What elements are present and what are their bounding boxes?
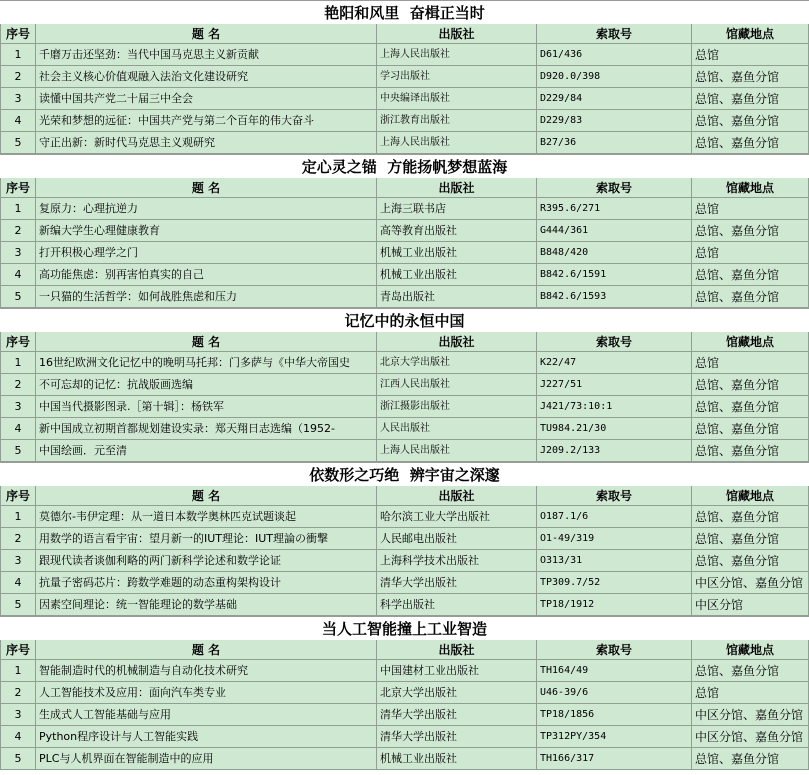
cell-call-number[interactable]: B27/36 xyxy=(537,132,692,154)
cell-title[interactable]: 16世纪欧洲文化记忆中的晚明马托邦：门多萨与《中华大帝国史 xyxy=(36,352,377,374)
cell-call-number[interactable]: TP312PY/354 xyxy=(537,726,692,748)
cell-location[interactable]: 总馆、嘉鱼分馆 xyxy=(692,132,809,154)
cell-call-number[interactable]: D229/84 xyxy=(537,88,692,110)
cell-index[interactable]: 4 xyxy=(0,418,36,440)
cell-publisher[interactable]: 科学出版社 xyxy=(377,594,537,616)
table-row[interactable] xyxy=(0,550,809,572)
table-row[interactable] xyxy=(0,132,809,154)
cell-call-number[interactable]: TP18/1912 xyxy=(537,594,692,616)
cell-title[interactable]: 一只猫的生活哲学：如何战胜焦虑和压力 xyxy=(36,286,377,308)
cell-location[interactable]: 总馆 xyxy=(692,352,809,374)
cell-title[interactable]: 不可忘却的记忆：抗战版画选编 xyxy=(36,374,377,396)
table-row[interactable] xyxy=(0,682,809,704)
header-title: 题 名 xyxy=(36,486,377,506)
header-location: 馆藏地点 xyxy=(692,640,809,660)
cell-location[interactable]: 总馆、嘉鱼分馆 xyxy=(692,374,809,396)
table-header-row xyxy=(0,24,809,44)
cell-index[interactable]: 3 xyxy=(0,550,36,572)
cell-location[interactable]: 总馆、嘉鱼分馆 xyxy=(692,660,809,682)
section-title: 当人工智能撞上工业智造 xyxy=(0,616,809,640)
cell-location[interactable]: 总馆、嘉鱼分馆 xyxy=(692,220,809,242)
cell-index[interactable]: 5 xyxy=(0,286,36,308)
header-location: 馆藏地点 xyxy=(692,486,809,506)
table-row[interactable] xyxy=(0,572,809,594)
cell-call-number[interactable]: TH164/49 xyxy=(537,660,692,682)
cell-index[interactable]: 1 xyxy=(0,352,36,374)
table-row[interactable] xyxy=(0,374,809,396)
cell-title[interactable]: 高功能焦虑：别再害怕真实的自己 xyxy=(36,264,377,286)
cell-index[interactable]: 5 xyxy=(0,748,36,770)
cell-publisher[interactable]: 浙江教育出版社 xyxy=(377,110,537,132)
cell-call-number[interactable]: R395.6/271 xyxy=(537,198,692,220)
cell-title[interactable]: 用数学的语言看宇宙：望月新一的IUT理论：IUT理論の衝撃 xyxy=(36,528,377,550)
cell-publisher[interactable]: 江西人民出版社 xyxy=(377,374,537,396)
cell-call-number[interactable]: J209.2/133 xyxy=(537,440,692,462)
cell-location[interactable]: 总馆、嘉鱼分馆 xyxy=(692,396,809,418)
cell-index[interactable]: 4 xyxy=(0,110,36,132)
cell-call-number[interactable]: B842.6/1591 xyxy=(537,264,692,286)
cell-publisher[interactable]: 机械工业出版社 xyxy=(377,748,537,770)
header-publisher: 出版社 xyxy=(377,24,537,44)
cell-location[interactable]: 总馆 xyxy=(692,682,809,704)
table-row[interactable] xyxy=(0,396,809,418)
header-call-number: 索取号 xyxy=(537,486,692,506)
cell-location[interactable]: 总馆 xyxy=(692,44,809,66)
cell-publisher[interactable]: 青岛出版社 xyxy=(377,286,537,308)
cell-call-number[interactable]: D920.0/398 xyxy=(537,66,692,88)
cell-call-number[interactable]: K22/47 xyxy=(537,352,692,374)
cell-location[interactable]: 总馆 xyxy=(692,242,809,264)
cell-publisher[interactable]: 北京大学出版社 xyxy=(377,352,537,374)
cell-call-number[interactable]: J227/51 xyxy=(537,374,692,396)
cell-publisher[interactable]: 高等教育出版社 xyxy=(377,220,537,242)
cell-location[interactable]: 总馆、嘉鱼分馆 xyxy=(692,418,809,440)
header-index: 序号 xyxy=(0,640,36,660)
header-publisher: 出版社 xyxy=(377,640,537,660)
header-call-number: 索取号 xyxy=(537,178,692,198)
cell-call-number[interactable]: B842.6/1593 xyxy=(537,286,692,308)
cell-publisher[interactable]: 学习出版社 xyxy=(377,66,537,88)
table-header-row xyxy=(0,640,809,660)
header-call-number: 索取号 xyxy=(537,640,692,660)
cell-index[interactable]: 2 xyxy=(0,682,36,704)
cell-call-number[interactable]: D229/83 xyxy=(537,110,692,132)
cell-publisher[interactable]: 上海人民出版社 xyxy=(377,440,537,462)
header-publisher: 出版社 xyxy=(377,332,537,352)
header-index: 序号 xyxy=(0,486,36,506)
cell-index[interactable]: 1 xyxy=(0,198,36,220)
table-row[interactable] xyxy=(0,418,809,440)
header-title: 题 名 xyxy=(36,24,377,44)
cell-location[interactable]: 总馆、嘉鱼分馆 xyxy=(692,748,809,770)
cell-title[interactable]: 跟现代读者谈伽利略的两门新科学论述和数学论证 xyxy=(36,550,377,572)
cell-publisher[interactable]: 清华大学出版社 xyxy=(377,726,537,748)
table-row[interactable] xyxy=(0,506,809,528)
cell-location[interactable]: 中区分馆、嘉鱼分馆 xyxy=(692,726,809,748)
cell-location[interactable]: 总馆、嘉鱼分馆 xyxy=(692,66,809,88)
table-row[interactable] xyxy=(0,352,809,374)
cell-index[interactable]: 1 xyxy=(0,44,36,66)
cell-location[interactable]: 总馆、嘉鱼分馆 xyxy=(692,88,809,110)
cell-publisher[interactable]: 中央编译出版社 xyxy=(377,88,537,110)
cell-index[interactable]: 3 xyxy=(0,88,36,110)
cell-title[interactable]: 因素空间理论：统一智能理论的数学基础 xyxy=(36,594,377,616)
table-row[interactable] xyxy=(0,726,809,748)
cell-title[interactable]: 生成式人工智能基础与应用 xyxy=(36,704,377,726)
cell-call-number[interactable]: TP309.7/52 xyxy=(537,572,692,594)
cell-call-number[interactable]: B848/420 xyxy=(537,242,692,264)
cell-title[interactable]: 千磨万击还坚劲：当代中国马克思主义新贡献 xyxy=(36,44,377,66)
cell-title[interactable]: 智能制造时代的机械制造与自动化技术研究 xyxy=(36,660,377,682)
cell-title[interactable]: Python程序设计与人工智能实践 xyxy=(36,726,377,748)
section-title: 依数形之巧绝 辨宇宙之深邃 xyxy=(0,462,809,486)
cell-title[interactable]: PLC与人机界面在智能制造中的应用 xyxy=(36,748,377,770)
table-row[interactable] xyxy=(0,440,809,462)
cell-call-number[interactable]: O187.1/6 xyxy=(537,506,692,528)
cell-index[interactable]: 5 xyxy=(0,594,36,616)
cell-call-number[interactable]: U46-39/6 xyxy=(537,682,692,704)
cell-location[interactable]: 总馆、嘉鱼分馆 xyxy=(692,110,809,132)
table-row[interactable] xyxy=(0,110,809,132)
cell-publisher[interactable]: 哈尔滨工业大学出版社 xyxy=(377,506,537,528)
table-row[interactable] xyxy=(0,66,809,88)
cell-location[interactable]: 总馆、嘉鱼分馆 xyxy=(692,550,809,572)
cell-index[interactable]: 1 xyxy=(0,506,36,528)
cell-index[interactable]: 3 xyxy=(0,704,36,726)
header-title: 题 名 xyxy=(36,332,377,352)
cell-index[interactable]: 4 xyxy=(0,264,36,286)
cell-title[interactable]: 抗量子密码芯片：跨数学难题的动态重构架构设计 xyxy=(36,572,377,594)
section-title: 艳阳和风里 奋楫正当时 xyxy=(0,0,809,24)
cell-publisher[interactable]: 中国建材工业出版社 xyxy=(377,660,537,682)
cell-publisher[interactable]: 机械工业出版社 xyxy=(377,242,537,264)
section-title: 记忆中的永恒中国 xyxy=(0,308,809,332)
table-row[interactable] xyxy=(0,704,809,726)
section-title: 定心灵之锚 方能扬帆梦想蓝海 xyxy=(0,154,809,178)
cell-publisher[interactable]: 人民出版社 xyxy=(377,418,537,440)
cell-title[interactable]: 中国绘画．元至清 xyxy=(36,440,377,462)
cell-location[interactable]: 总馆、嘉鱼分馆 xyxy=(692,506,809,528)
cell-publisher[interactable]: 上海科学技术出版社 xyxy=(377,550,537,572)
cell-location[interactable]: 总馆、嘉鱼分馆 xyxy=(692,264,809,286)
cell-index[interactable]: 2 xyxy=(0,528,36,550)
table-row[interactable] xyxy=(0,528,809,550)
cell-index[interactable]: 5 xyxy=(0,440,36,462)
cell-call-number[interactable]: O313/31 xyxy=(537,550,692,572)
cell-call-number[interactable]: TU984.21/30 xyxy=(537,418,692,440)
cell-publisher[interactable]: 上海人民出版社 xyxy=(377,132,537,154)
cell-publisher[interactable]: 北京大学出版社 xyxy=(377,682,537,704)
cell-title[interactable]: 复原力：心理抗逆力 xyxy=(36,198,377,220)
cell-title[interactable]: 光荣和梦想的远征：中国共产党与第二个百年的伟大奋斗 xyxy=(36,110,377,132)
cell-index[interactable]: 3 xyxy=(0,242,36,264)
cell-title[interactable]: 中国当代摄影图录.［第十辑］：杨铁军 xyxy=(36,396,377,418)
cell-title[interactable]: 新中国成立初期首都规划建设实录：郑天翔日志选编（1952- xyxy=(36,418,377,440)
cell-title[interactable]: 新编大学生心理健康教育 xyxy=(36,220,377,242)
cell-index[interactable]: 1 xyxy=(0,660,36,682)
cell-call-number[interactable]: TP18/1856 xyxy=(537,704,692,726)
header-publisher: 出版社 xyxy=(377,178,537,198)
table-row[interactable] xyxy=(0,242,809,264)
header-index: 序号 xyxy=(0,24,36,44)
cell-title[interactable]: 读懂中国共产党二十届三中全会 xyxy=(36,88,377,110)
cell-location[interactable]: 总馆、嘉鱼分馆 xyxy=(692,528,809,550)
header-call-number: 索取号 xyxy=(537,332,692,352)
cell-location[interactable]: 中区分馆、嘉鱼分馆 xyxy=(692,572,809,594)
header-location: 馆藏地点 xyxy=(692,332,809,352)
cell-publisher[interactable]: 上海人民出版社 xyxy=(377,44,537,66)
cell-index[interactable]: 3 xyxy=(0,396,36,418)
cell-call-number[interactable]: TH166/317 xyxy=(537,748,692,770)
table-row[interactable] xyxy=(0,594,809,616)
cell-publisher[interactable]: 上海三联书店 xyxy=(377,198,537,220)
cell-title[interactable]: 人工智能技术及应用：面向汽车类专业 xyxy=(36,682,377,704)
cell-title[interactable]: 守正出新：新时代马克思主义观研究 xyxy=(36,132,377,154)
cell-index[interactable]: 2 xyxy=(0,374,36,396)
table-header-row xyxy=(0,332,809,352)
table-row[interactable] xyxy=(0,286,809,308)
cell-location[interactable]: 中区分馆、嘉鱼分馆 xyxy=(692,704,809,726)
cell-location[interactable]: 总馆、嘉鱼分馆 xyxy=(692,286,809,308)
table-row[interactable] xyxy=(0,264,809,286)
cell-publisher[interactable]: 清华大学出版社 xyxy=(377,704,537,726)
cell-index[interactable]: 4 xyxy=(0,572,36,594)
cell-title[interactable]: 莫德尔-韦伊定理：从一道日本数学奥林匹克试题谈起 xyxy=(36,506,377,528)
cell-index[interactable]: 2 xyxy=(0,220,36,242)
cell-index[interactable]: 2 xyxy=(0,66,36,88)
cell-index[interactable]: 5 xyxy=(0,132,36,154)
cell-publisher[interactable]: 机械工业出版社 xyxy=(377,264,537,286)
cell-publisher[interactable]: 人民邮电出版社 xyxy=(377,528,537,550)
cell-call-number[interactable]: D61/436 xyxy=(537,44,692,66)
header-location: 馆藏地点 xyxy=(692,178,809,198)
table-row[interactable] xyxy=(0,44,809,66)
header-index: 序号 xyxy=(0,178,36,198)
cell-publisher[interactable]: 清华大学出版社 xyxy=(377,572,537,594)
table-header-row xyxy=(0,178,809,198)
header-title: 题 名 xyxy=(36,178,377,198)
cell-location[interactable]: 总馆、嘉鱼分馆 xyxy=(692,440,809,462)
header-publisher: 出版社 xyxy=(377,486,537,506)
cell-call-number[interactable]: G444/361 xyxy=(537,220,692,242)
cell-location[interactable]: 中区分馆 xyxy=(692,594,809,616)
header-index: 序号 xyxy=(0,332,36,352)
table-row[interactable] xyxy=(0,660,809,682)
cell-location[interactable]: 总馆 xyxy=(692,198,809,220)
cell-call-number[interactable]: J421/73:10:1 xyxy=(537,396,692,418)
table-row[interactable] xyxy=(0,88,809,110)
header-title: 题 名 xyxy=(36,640,377,660)
table-row[interactable] xyxy=(0,220,809,242)
cell-index[interactable]: 4 xyxy=(0,726,36,748)
header-call-number: 索取号 xyxy=(537,24,692,44)
table-header-row xyxy=(0,486,809,506)
table-row[interactable] xyxy=(0,198,809,220)
header-location: 馆藏地点 xyxy=(692,24,809,44)
cell-call-number[interactable]: O1-49/319 xyxy=(537,528,692,550)
cell-publisher[interactable]: 浙江摄影出版社 xyxy=(377,396,537,418)
cell-title[interactable]: 社会主义核心价值观融入法治文化建设研究 xyxy=(36,66,377,88)
table-row[interactable] xyxy=(0,748,809,770)
cell-title[interactable]: 打开积极心理学之门 xyxy=(36,242,377,264)
